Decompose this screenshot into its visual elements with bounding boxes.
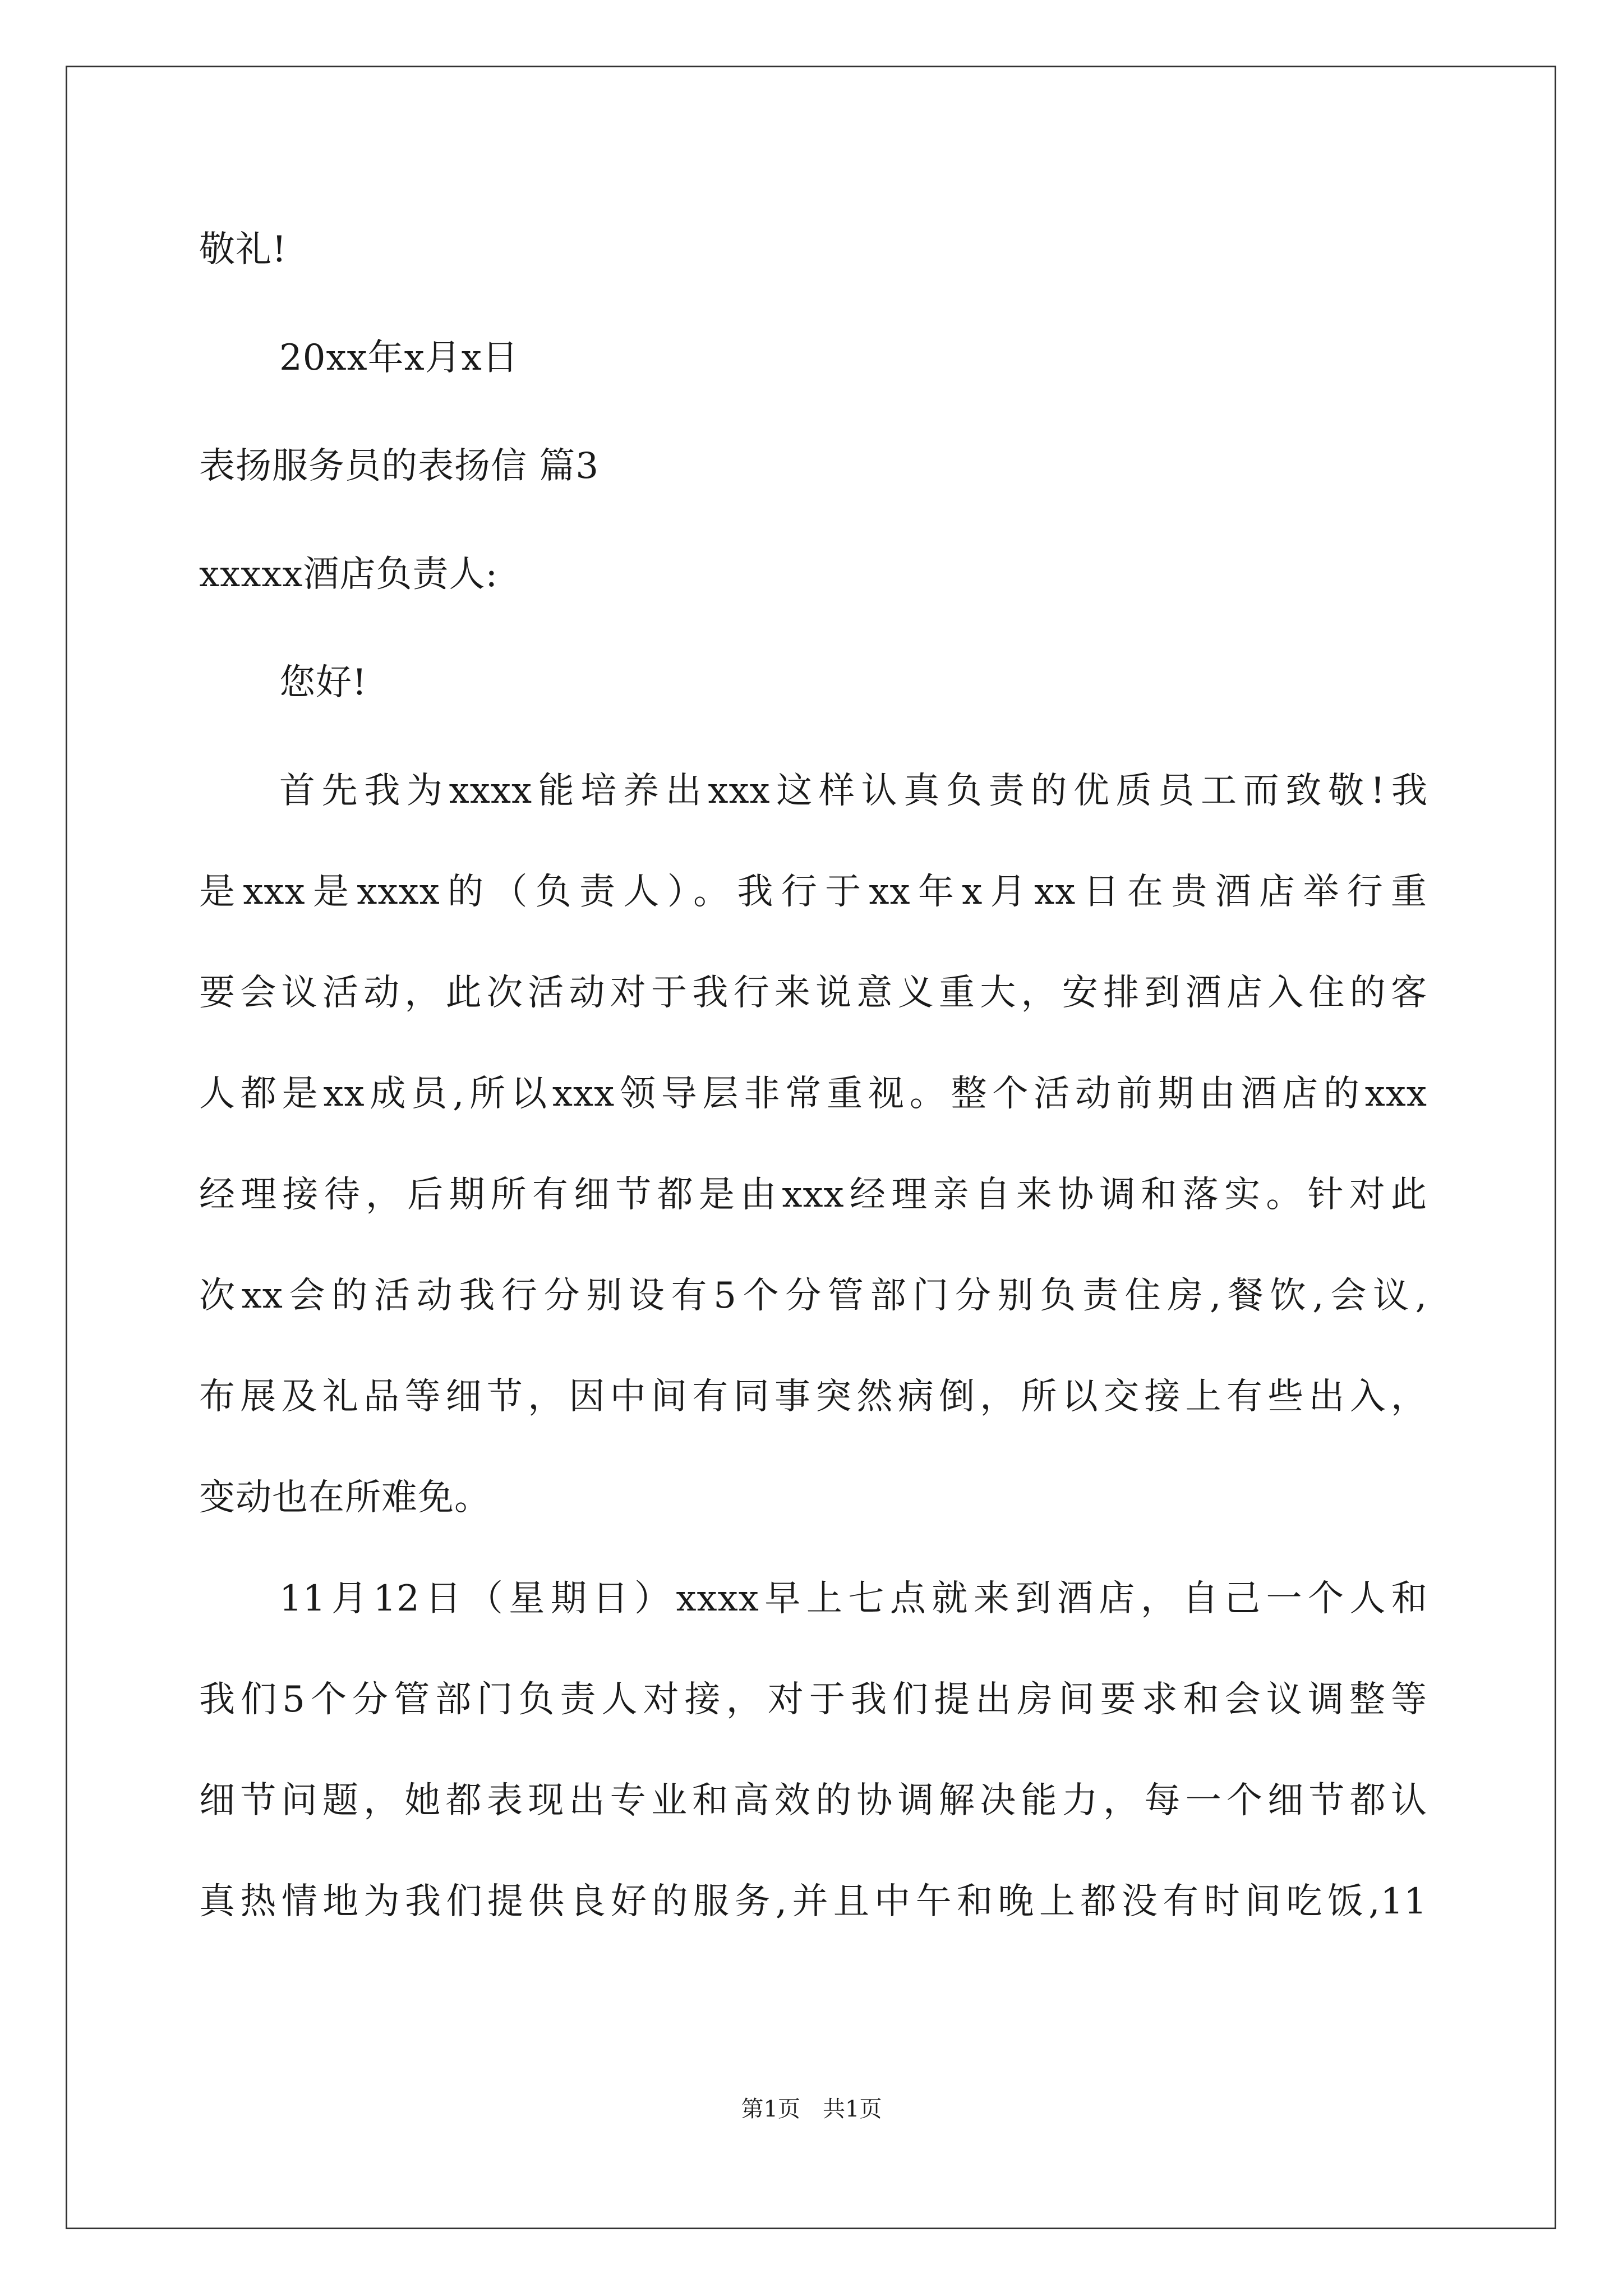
body-line: 是xxx是xxxx的（负责人）。我行于xx年x月xx日在贵酒店举行重 — [199, 871, 1427, 913]
date-line: 20xx年x月x日 — [279, 337, 519, 379]
greeting-line: 您好! — [279, 662, 367, 703]
section-heading: 表扬服务员的表扬信 篇3 — [199, 445, 600, 487]
body-line: 变动也在所难免。 — [199, 1477, 491, 1519]
body-line: 我们5个分管部门负责人对接，对于我们提出房间要求和会议调整等 — [199, 1679, 1427, 1720]
body-line: 要会议活动，此次活动对于我行来说意义重大，安排到酒店入住的客 — [199, 972, 1427, 1014]
body-line: 次xx会的活动我行分别设有5个分管部门分别负责住房,餐饮,会议, — [199, 1275, 1427, 1317]
body-line: 11月12日（星期日）xxxx早上七点就来到酒店，自己一个人和 — [279, 1578, 1428, 1619]
body-line: 首先我为xxxx能培养出xxx这样认真负责的优质员工而致敬!我 — [279, 770, 1428, 812]
body-line: 经理接待，后期所有细节都是由xxx经理亲自来协调和落实。针对此 — [199, 1174, 1427, 1216]
body-line: 真热情地为我们提供良好的服务,并且中午和晚上都没有时间吃饭,11 — [199, 1881, 1427, 1922]
body-line: 人都是xx成员,所以xxx领导层非常重视。整个活动前期由酒店的xxx — [199, 1073, 1427, 1115]
page-footer: 第1页 共1页 — [741, 2096, 882, 2122]
body-line: 布展及礼品等细节，因中间有同事突然病倒，所以交接上有些出入， — [199, 1376, 1427, 1418]
recipient-line: xxxxx酒店负责人: — [199, 554, 499, 595]
closing-salutation: 敬礼! — [199, 229, 287, 270]
body-line: 细节问题，她都表现出专业和高效的协调解决能力，每一个细节都认 — [199, 1780, 1427, 1821]
